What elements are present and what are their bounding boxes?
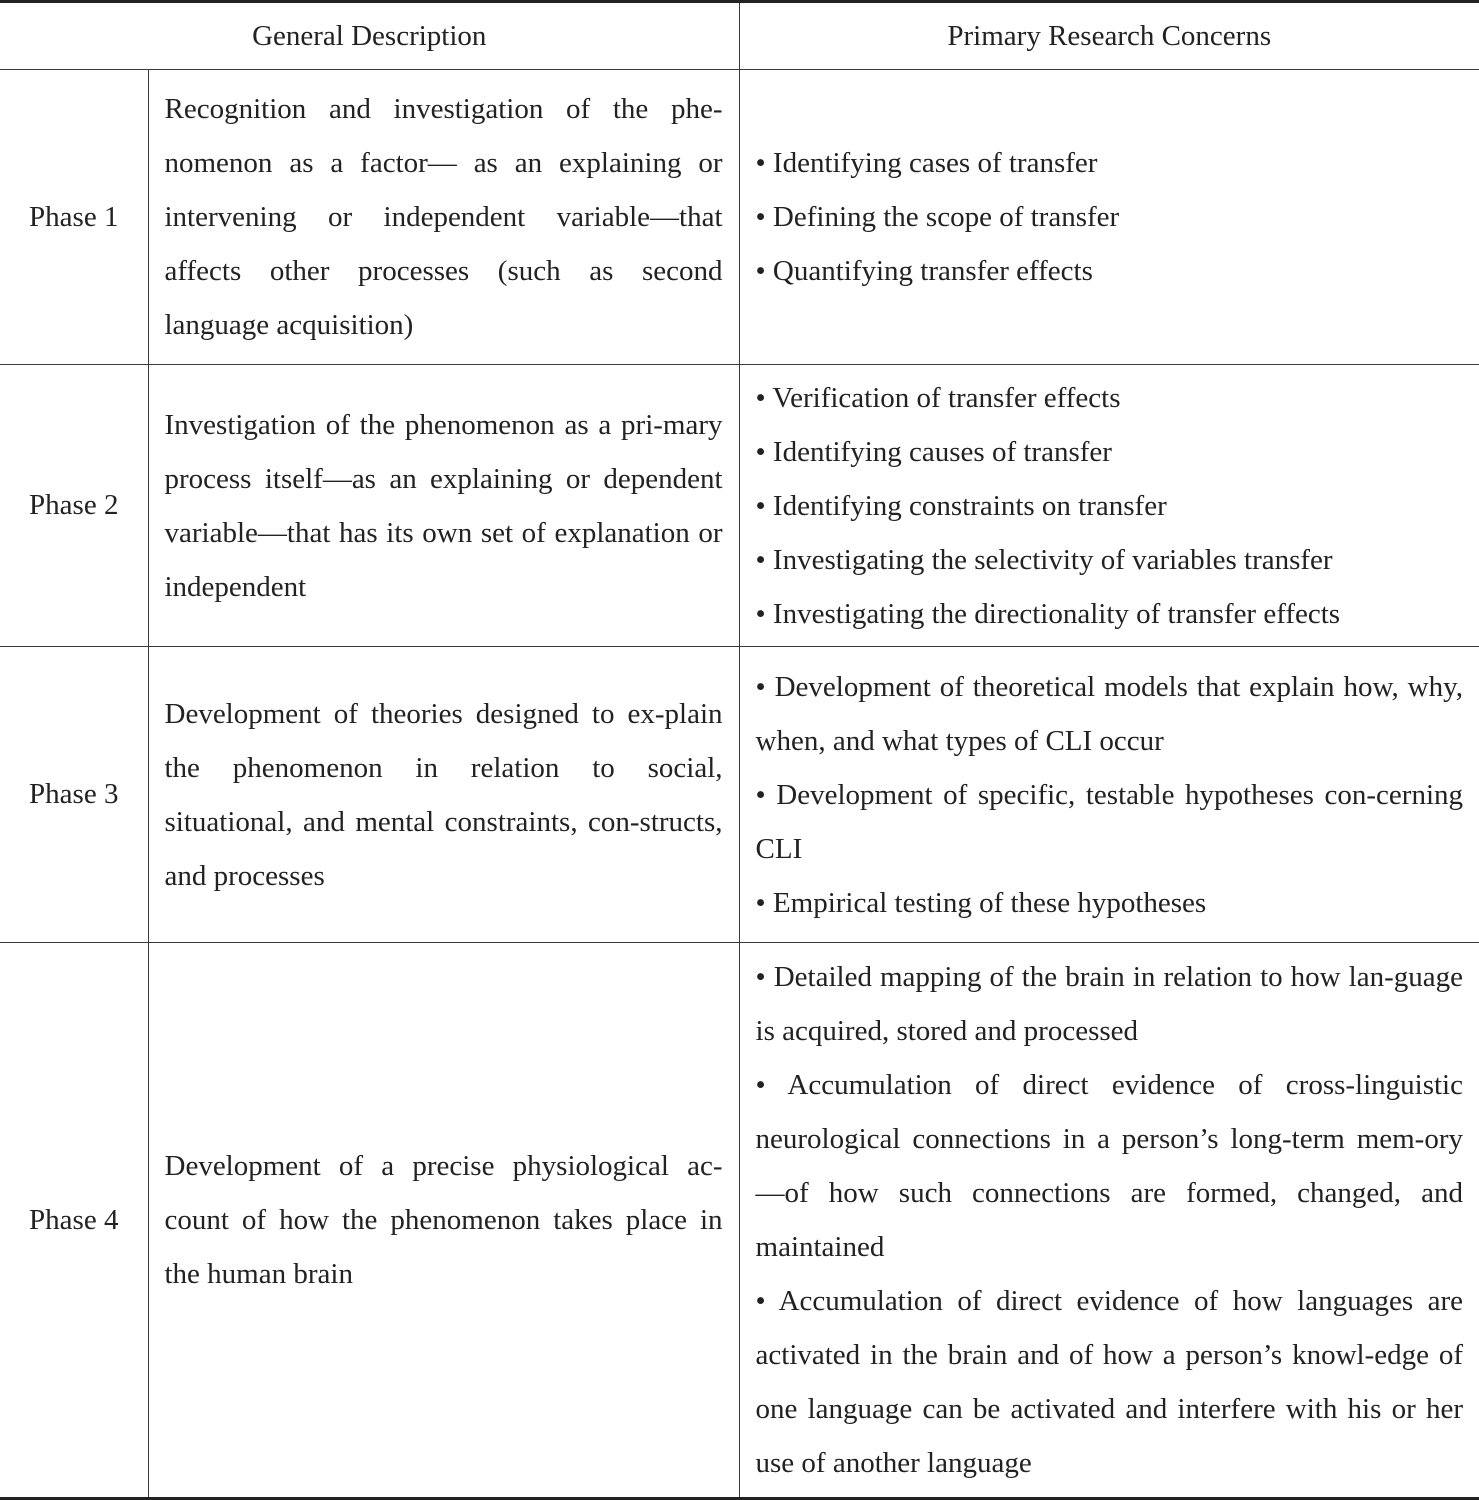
table-row-phase-2 <box>0 365 1479 647</box>
table-row-phase-4 <box>0 943 1479 1499</box>
table-row-phase-3 <box>0 647 1479 943</box>
research-concern-item: • Investigating the selectivity of variables transfer <box>755 543 1333 576</box>
phase-label: Phase 3 <box>0 647 148 943</box>
research-concerns-list <box>739 943 1479 1499</box>
phase-label: Phase 2 <box>0 365 148 647</box>
phase-description: Development of a precise physiological ac-count of how the phenomenon takes place in the human brain <box>148 943 739 1499</box>
research-concerns-list <box>739 365 1479 647</box>
header-row <box>0 2 1479 70</box>
table-row-phase-1 <box>0 70 1479 365</box>
research-concern-item: • Defining the scope of transfer <box>755 201 1120 233</box>
research-concern-item: • Detailed mapping of the brain in relation to how lan-guage is acquired, stored and processed <box>755 961 1463 1047</box>
phase-label: Phase 4 <box>0 943 148 1499</box>
phase-description: Investigation of the phenomenon as a pri-mary process itself—as an explaining or dependent variable—that has its own set of explanation or independent <box>148 365 739 647</box>
research-concern-item: • Investigating the directionality of transfer effects <box>755 597 1341 630</box>
research-concerns-list <box>739 647 1479 943</box>
research-concern-item: • Accumulation of direct evidence of cross-linguistic neurological connections in a person’s long-term mem-ory—of how such connections are formed, changed, and maintained <box>755 1069 1463 1263</box>
header-primary-research-concerns: Primary Research Concerns <box>739 2 1479 70</box>
research-concern-item: • Accumulation of direct evidence of how languages are activated in the brain and of how a person’s knowl-edge of one language can be activated and interfere with his or her use of another language <box>755 1285 1463 1479</box>
phase-label: Phase 1 <box>0 70 148 365</box>
research-concern-item: • Development of theoretical models that explain how, why, when, and what types of CLI occur <box>755 670 1463 757</box>
research-concern-item: • Development of specific, testable hypotheses con-cerning CLI <box>755 778 1463 865</box>
phase-description: Development of theories designed to ex-plain the phenomenon in relation to social, situational, and mental constraints, con-structs, and processes <box>148 647 739 943</box>
phase-description: Recognition and investigation of the phe-nomenon as a factor— as an explaining or intervening or independent variable—that affects other processes (such as second language acquisition) <box>148 70 739 365</box>
research-concern-item: • Identifying causes of transfer <box>755 435 1112 468</box>
research-concern-item: • Quantifying transfer effects <box>755 255 1093 287</box>
research-concern-item: • Verification of transfer effects <box>755 381 1121 414</box>
header-general-description: General Description <box>0 2 739 70</box>
research-concern-item: • Identifying cases of transfer <box>755 147 1098 179</box>
research-concerns-list <box>739 70 1479 365</box>
research-concern-item: • Identifying constraints on transfer <box>755 489 1167 522</box>
research-concern-item: • Empirical testing of these hypotheses <box>755 886 1207 919</box>
